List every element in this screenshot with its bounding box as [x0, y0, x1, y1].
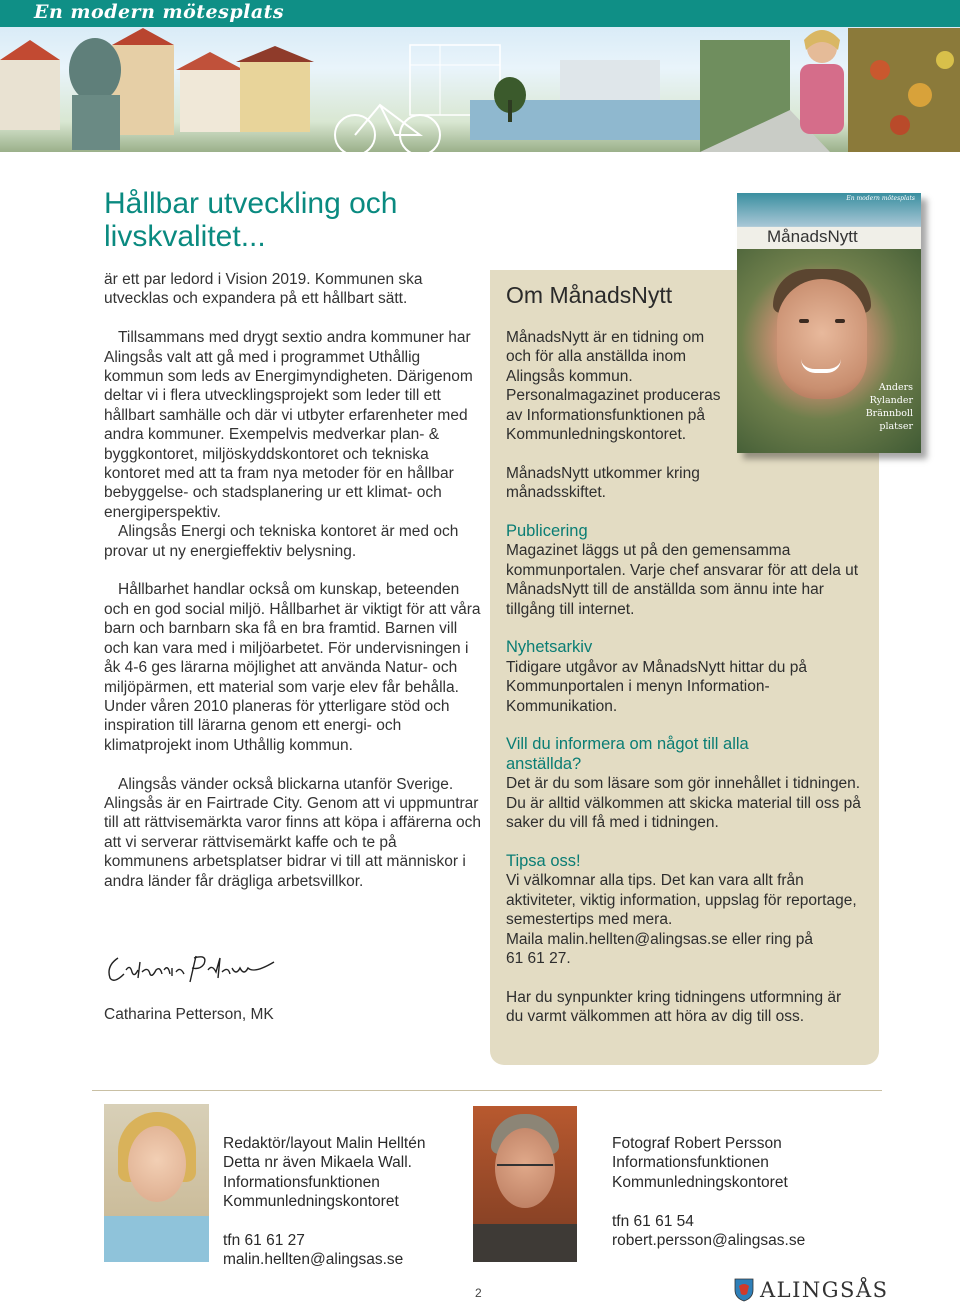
section-text: Vi välkomnar alla tips. Det kan vara allt från aktiviteter, viktig information, uppslag för reportage, semestertips med mera.	[506, 872, 857, 929]
malin-photo	[104, 1104, 209, 1262]
contact-line: Kommunledningskontoret	[612, 1173, 788, 1191]
robert-shirt	[473, 1224, 577, 1262]
header-script-title: En modern mötesplats	[34, 1, 285, 23]
cover-caption-line: Rylander	[869, 395, 913, 406]
contact-line: Detta nr även Mikaela Wall.	[223, 1154, 412, 1172]
article-paragraph: Alingsås Energi och tekniska kontoret är med och provar ut ny energieffektiv belysning.	[104, 523, 459, 560]
section-heading: Nyhetsarkiv	[506, 638, 593, 657]
header-banner	[0, 0, 960, 152]
article-paragraph: Hållbarhet handlar också om kunskap, beteenden och en god social miljö. Hållbarhet är viktigt för att våra barn och barnbarn ska få en bra framtid. Barnen vill och kan vara med i miljöarbetet. För undervisningen i åk 4-6 ges lärarna möjlighet att använda Natur- och miljöpärmen, ett material som varje elev får behålla. Under våren 2010 planeras för ytterligare stöd och inspiration till lärarna genom ett energi- och klimatprojekt inom Uthållig kommun.	[104, 581, 481, 754]
cover-caption	[847, 381, 913, 433]
section-heading: Tipsa oss!	[506, 851, 581, 870]
malin-face	[128, 1126, 186, 1202]
contact-line: Redaktör/layout Malin Helltén	[223, 1135, 426, 1152]
magazine-cover	[737, 193, 921, 453]
coat-of-arms-icon	[734, 1278, 754, 1302]
cover-eye	[835, 319, 845, 323]
info-closing: Har du synpunkter kring tidningens utformning är du varmt välkommen att höra av dig till oss.	[506, 988, 842, 1026]
section-divider	[92, 1090, 882, 1091]
article-title: Hållbar utveckling och livskvalitet...	[104, 187, 398, 253]
article-body	[104, 270, 482, 910]
cover-script-title: En modern mötesplats	[846, 195, 915, 202]
contact-line: Informationsfunktionen	[612, 1154, 769, 1172]
article-paragraph: är ett par ledord i Vision 2019. Kommunen ska utvecklas och expandera på ett hållbart sätt.	[104, 271, 423, 308]
contact-phone: tfn 61 61 27	[223, 1232, 305, 1250]
robert-photo	[473, 1106, 577, 1262]
section-text: Magazinet läggs ut på den gemensamma kommunportalen. Varje chef ansvarar för att dela ut MånadsNytt till de anställda som ännu inte har tillgång till internet.	[506, 542, 859, 618]
signer-name: Catharina Petterson, MK	[104, 1006, 274, 1023]
malin-scarf	[104, 1216, 209, 1262]
section-heading: Publicering	[506, 522, 588, 541]
handwritten-signature	[104, 948, 279, 988]
cover-caption-line: Brännboll	[865, 408, 913, 419]
section-heading: Vill du informera om något till alla anställda?	[506, 735, 749, 773]
section-extra: Maila malin.hellten@alingsas.se eller ring på 61 61 27.	[506, 930, 813, 967]
page-number: 2	[475, 1286, 482, 1300]
header-strip	[0, 0, 960, 27]
contact-email[interactable]: malin.hellten@alingsas.se	[223, 1251, 404, 1269]
info-box-title: Om MånadsNytt	[506, 282, 673, 308]
cover-header	[737, 193, 921, 249]
contact-line: Kommunledningskontoret	[223, 1193, 399, 1211]
article-paragraph: Alingsås vänder också blickarna utanför Sverige. Alingsås är en Fairtrade City. Genom att vi uppmuntrar till att rättvisemärkta varor finns att köpa i affärerna och att vi serverar rättvisemärkt kaffe och te på kommunens arbetsplatser bidrar vi till att människor i andra länder får drägliga arbetsvillkor.	[104, 775, 482, 890]
contact-line: Informationsfunktionen	[223, 1173, 380, 1191]
contact-email[interactable]: robert.persson@alingsas.se	[612, 1232, 806, 1250]
info-issue: MånadsNytt utkommer kring månadsskiftet.	[506, 464, 700, 502]
contact-phone: tfn 61 61 54	[612, 1212, 694, 1230]
contact-card	[612, 1134, 805, 1250]
section-text: Tidigare utgåvor av MånadsNytt hittar du på Kommunportalen i menyn Information-Kommunikation.	[506, 658, 807, 715]
contact-line: Fotograf Robert Persson	[612, 1135, 782, 1152]
cover-caption-line: platser	[879, 421, 913, 432]
contact-card	[223, 1134, 425, 1270]
section-text: Det är du som läsare som gör innehållet i tidningen. Du är alltid välkommen att skicka material till oss på saker du vill få med i tidningen.	[506, 775, 861, 832]
cover-magazine-name: MånadsNytt	[767, 227, 858, 246]
article-paragraph: Tillsammans med drygt sextio andra kommuner har Alingsås valt att gå med i programmet Uthållig kommun som leds av Energimyndigheten. Därigenom deltar vi i flera utvecklingsprojekt som leder till ett hållbart samhälle och där vi utbyter erfarenheter med andra kommuner. Exempelvis medverkar plan- & byggkontoret, miljöskyddskontoret och tekniska kontoret med att ta fram nya metoder för en hållbar bebyggelse- och stadsplanering ur ett klimat- och energiperspektiv.	[104, 329, 473, 521]
logo-text: ALINGSÅS	[760, 1278, 889, 1302]
cover-caption-line: Anders	[878, 382, 913, 393]
cover-eye	[799, 319, 809, 323]
info-intro: MånadsNytt är en tidning om och för alla anställda inom Alingsås kommun. Personalmagazinet produceras av Informationsfunktionen på Kommunledningskontoret.	[506, 329, 721, 444]
robert-face	[495, 1128, 555, 1208]
alingsas-logo	[734, 1278, 889, 1302]
robert-glasses	[497, 1164, 553, 1166]
